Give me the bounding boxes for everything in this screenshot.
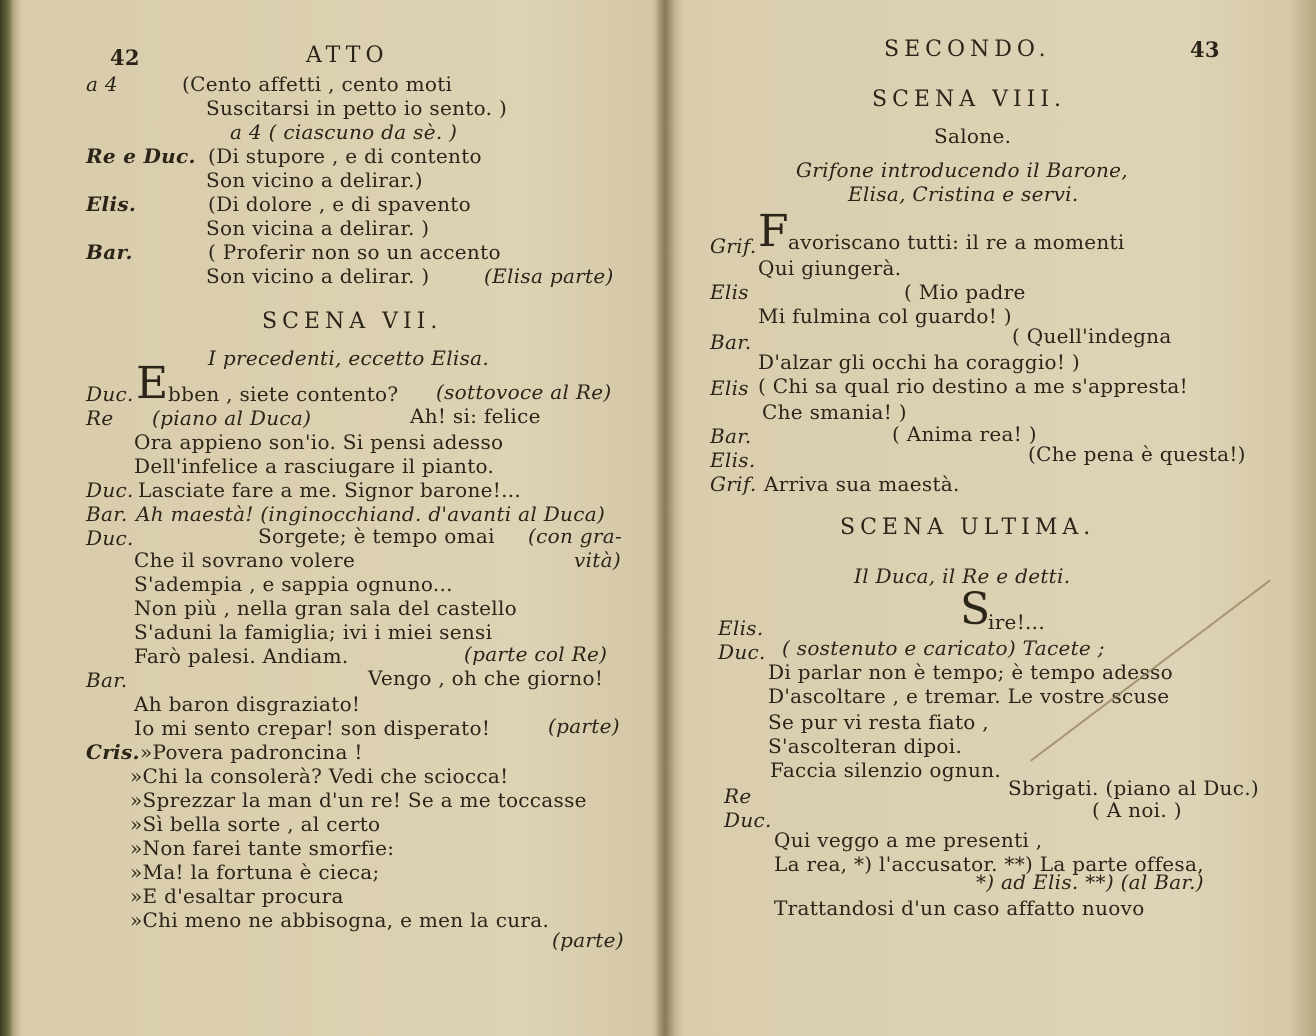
drop-capital: E [136,358,169,409]
verse-line: (Cento affetti , cento moti [182,72,453,96]
verse-line: »Chi la consolerà? Vedi che sciocca! [130,764,509,788]
running-head: ATTO [306,43,389,68]
verse-line: ( Quell'indegna [1012,324,1172,348]
verse-line: Sbrigati. (piano al Duc.) [1008,776,1259,800]
stage-direction: Elisa, Cristina e servi. [848,182,1079,206]
verse-line: Io mi sento crepar! son disperato! [134,716,491,740]
verse-line: Farò palesi. Andiam. [134,644,349,668]
page-number: 42 [110,45,140,70]
scene-cast: I precedenti, eccetto Elisa. [208,346,490,370]
scene-setting: Salone. [934,124,1012,148]
verse-line: Son vicina a delirar. ) [206,216,430,240]
running-head: SECONDO. [884,37,1051,62]
verse-line: S'adempia , e sappia ognuno... [134,572,453,596]
scene-heading: SCENA VIII. [872,87,1067,112]
verse-line: Mi fulmina col guardo! ) [758,304,1012,328]
speaker: Grif. [710,234,757,258]
verse-line: Vengo , oh che giorno! [368,666,604,690]
page-number: 43 [1190,37,1220,62]
verse-line: S'aduni la famiglia; ivi i miei sensi [134,620,493,644]
speaker: Grif. [710,472,757,496]
verse-line: Son vicino a delirar. ) [206,264,430,288]
scene-heading: SCENA ULTIMA. [840,515,1096,540]
verse-line: Di parlar non è tempo; è tempo adesso [768,660,1173,684]
verse-line: ( Proferir non so un accento [208,240,501,264]
verse-line: Ah! si: felice [410,404,541,428]
verse-line: Suscitarsi in petto io sento. ) [206,96,508,120]
verse-line: ire!... [988,610,1046,634]
verse-line: ( Mio padre [904,280,1026,304]
verse-line: »Non farei tante smorfie: [130,836,395,860]
verse-line: Lasciate fare a me. Signor barone!... [138,478,522,502]
verse-line: Qui giungerà. [758,256,902,280]
left-page [22,0,662,1036]
speaker: Re [724,784,752,808]
speaker: Elis [710,280,749,304]
stage-direction: (piano al Duca) [152,406,312,430]
verse-line: Son vicino a delirar.) [206,168,423,192]
speaker: Elis. [86,192,137,216]
verse-line: »Povera padroncina ! [140,740,363,764]
verse-line: (Che pena è questa!) [1028,442,1246,466]
scene-heading: SCENA VII. [262,309,443,334]
stage-direction: (con gra- [528,524,623,548]
speaker: Bar. [86,240,133,264]
verse-line: »Chi meno ne abbisogna, e men la cura. [130,908,550,932]
verse-line: Ah baron disgraziato! [134,692,361,716]
speaker: Cris. [86,740,140,764]
verse-line: Arriva sua maestà. [764,472,960,496]
verse-line: Sorgete; è tempo omai [258,524,495,548]
stage-direction: (parte col Re) [464,642,608,666]
right-page [668,0,1308,1036]
verse-line: (Di stupore , e di contento [208,144,482,168]
verse-line: ( sostenuto e caricato) Tacete ; [782,636,1105,660]
verse-line: Non più , nella gran sala del castello [134,596,518,620]
verse-line: Qui veggo a me presenti , [774,828,1043,852]
verse-line: S'ascolteran dipoi. [768,734,963,758]
footnote-line: *) ad Elis. **) (al Bar.) [976,870,1204,894]
verse-line: D'ascoltare , e tremar. Le vostre scuse [768,684,1170,708]
speaker: a 4 [86,72,118,96]
stage-direction: (Elisa parte) [484,264,614,288]
speaker: Elis [710,376,749,400]
speaker: Bar. [86,502,128,526]
verse-line: bben , siete contento? [168,382,399,406]
stage-direction: (parte) [548,714,620,738]
verse-line: Che smania! ) [762,400,907,424]
verse-line: »Sì bella sorte , al certo [130,812,381,836]
scene-cast: Il Duca, il Re e detti. [854,564,1071,588]
verse-line: avoriscano tutti: il re a momenti [788,230,1125,254]
speaker: Duc. [86,382,134,406]
stage-direction: (parte) [552,928,624,952]
verse-line: La rea, *) l'accusator. **) La parte offesa, [774,852,1204,876]
verse-line: Ora appieno son'io. Si pensi adesso [134,430,504,454]
verse-line: »Sprezzar la man d'un re! Se a me toccasse [130,788,587,812]
speaker: Duc. [86,526,134,550]
speaker: Bar. [710,424,752,448]
verse-line: a 4 ( ciascuno da sè. ) [230,120,458,144]
verse-line: Se pur vi resta fiato , [768,710,989,734]
verse-line: ( A noi. ) [1092,798,1182,822]
speaker: Bar. [86,668,128,692]
stage-direction: vità) [574,548,621,572]
speaker: Re e Duc. [86,144,196,168]
speaker: Duc. [724,808,772,832]
verse-line: Ah maestà! (inginocchiand. d'avanti al Duca) [136,502,606,526]
verse-line: Che il sovrano volere [134,548,356,572]
verse-line: Faccia silenzio ognun. [770,758,1002,782]
speaker: Bar. [710,330,752,354]
stage-direction: (sottovoce al Re) [436,380,612,404]
speaker: Duc. [718,640,766,664]
verse-line: (Di dolore , e di spavento [208,192,471,216]
verse-line: »Ma! la fortuna è cieca; [130,860,380,884]
drop-capital: S [960,584,991,635]
verse-line: D'alzar gli occhi ha coraggio! ) [758,350,1080,374]
verse-line: ( Anima rea! ) [892,422,1037,446]
drop-capital: F [758,206,789,257]
speaker: Elis. [710,448,756,472]
verse-line: Trattandosi d'un caso affatto nuovo [774,896,1145,920]
verse-line: Dell'infelice a rasciugare il pianto. [134,454,495,478]
verse-line: ( Chi sa qual rio destino a me s'appresta! [758,374,1188,398]
verse-line: »E d'esaltar procura [130,884,344,908]
speaker: Elis. [718,616,764,640]
speaker: Duc. [86,478,134,502]
stage-direction: Grifone introducendo il Barone, [796,158,1128,182]
speaker: Re [86,406,114,430]
